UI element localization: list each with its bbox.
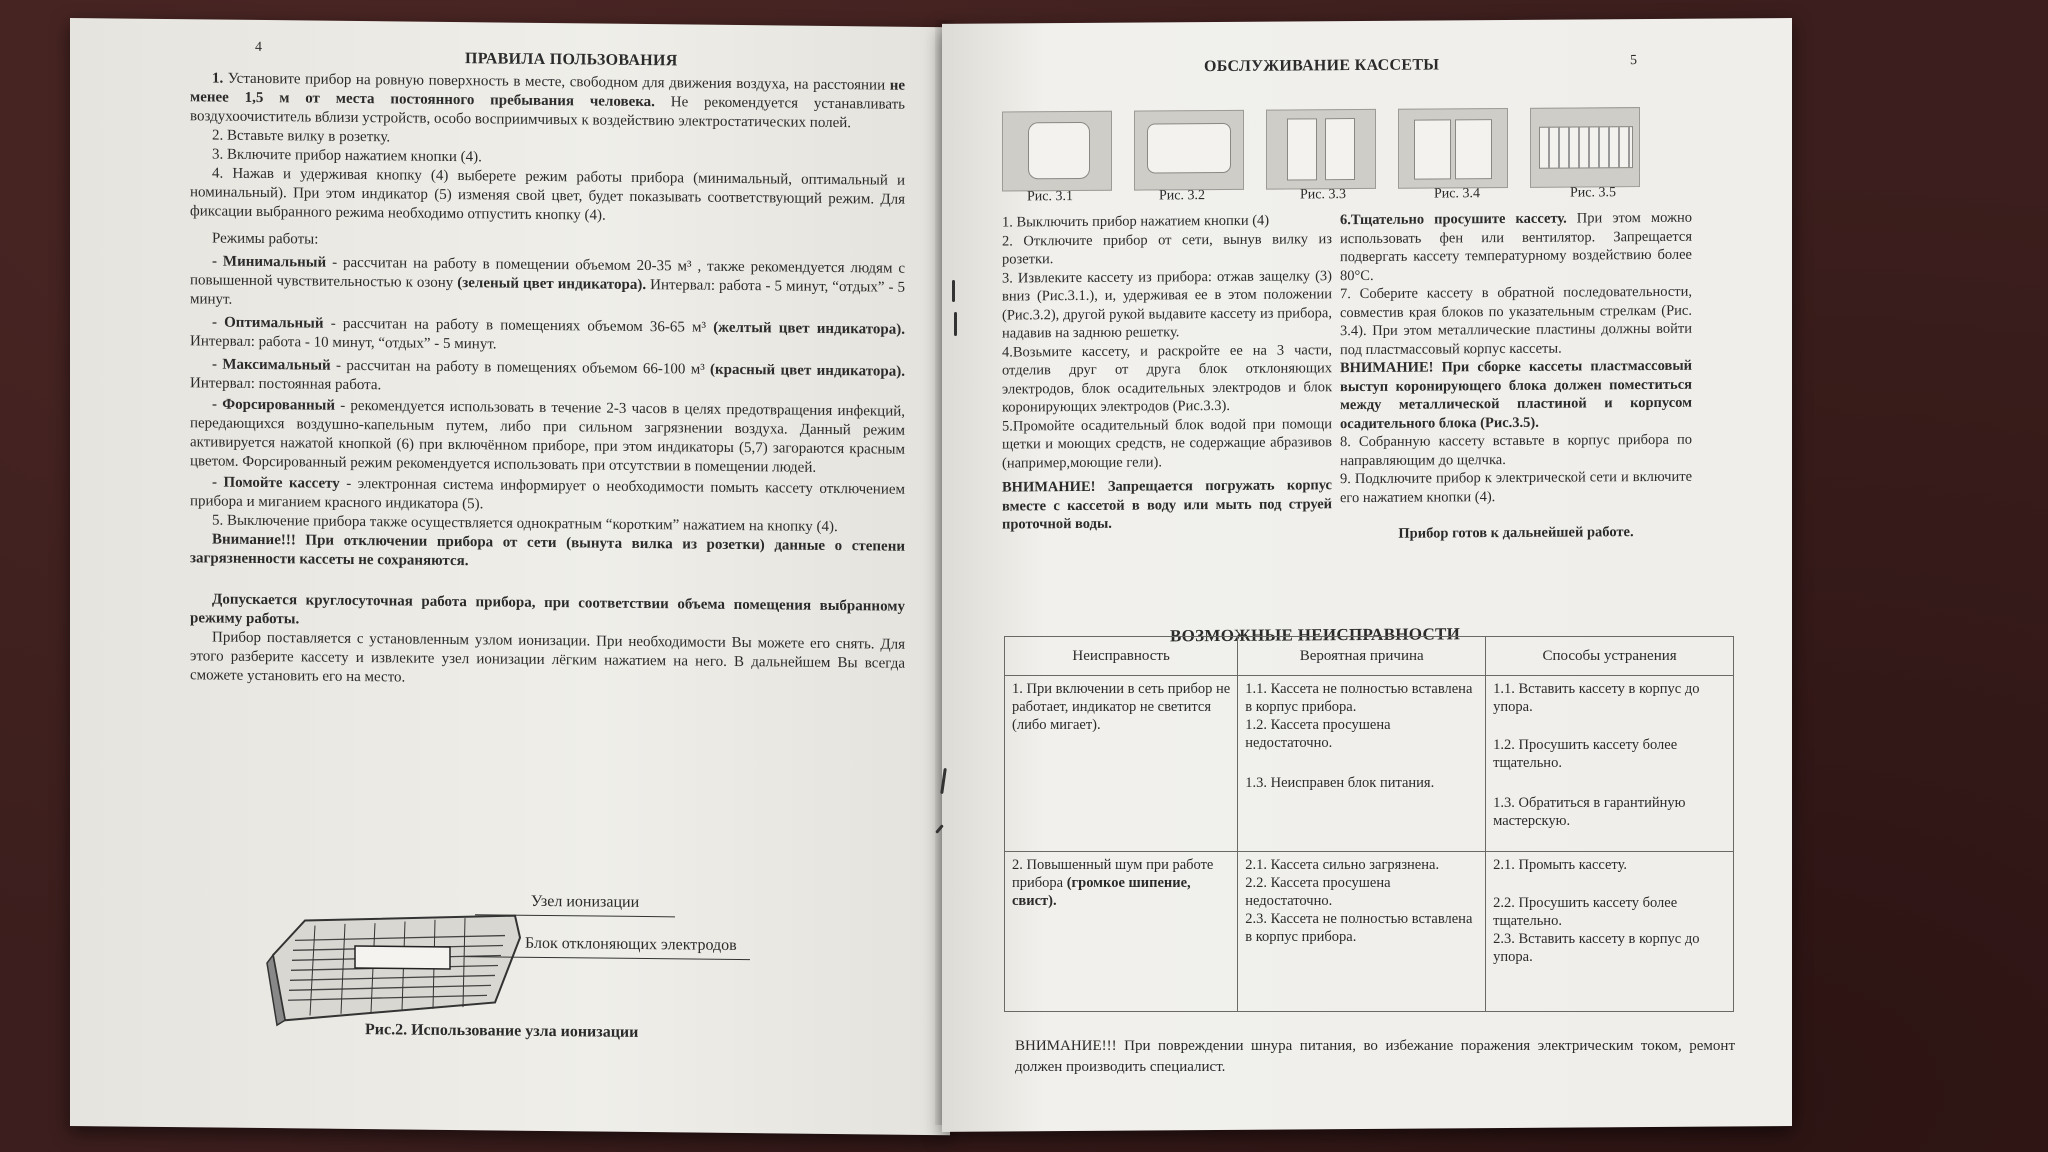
figure-3-4	[1398, 108, 1508, 189]
rule-5: 5. Выключение прибора также осуществляется однократным “коротким” нажатием на кнопку (4).	[212, 512, 838, 536]
ionization-unit-illustration	[265, 895, 525, 1033]
label-ionization-unit: Узел ионизации	[531, 892, 640, 911]
water-warning: ВНИМАНИЕ! Запрещается погружать корпус вместе с кассетой в воду или мыть под струей проточной воды.	[1002, 477, 1332, 533]
cause-cell: 2.1. Кассета сильно загрязнена. 2.2. Кассета просушена недостаточно. 2.3. Кассета не полностью вставлена в корпус прибора.	[1238, 852, 1486, 1012]
left-page-title: ПРАВИЛА ПОЛЬЗОВАНИЯ	[465, 50, 678, 70]
table-row	[1005, 852, 1734, 1012]
right-page-number: 5	[1630, 53, 1637, 69]
table-row	[1005, 676, 1734, 852]
ionization-note: Прибор поставляется с установленным узлом ионизации. При необходимости Вы можете его снять. Для этого разберите кассету и извлеките узел ионизации лёгким нажатием на него. В дальнейшем Вы всегда сможете установить его на место.	[190, 629, 905, 686]
header-fix: Способы устранения	[1486, 637, 1734, 676]
fault-cell: 2. Повышенный шум при работе прибора (громкое шипение, свист).	[1005, 852, 1238, 1012]
faults-table	[1004, 636, 1734, 1012]
usage-rules-text	[190, 69, 905, 692]
disconnect-warning: Внимание!!! При отключении прибора от сети (вынута вилка из розетки) данные о степени загрязненности кассеты не сохраняются.	[190, 531, 905, 570]
cause-cell: 1.1. Кассета не полностью вставлена в корпус прибора. 1.2. Кассета просушена недостаточно. 1.3. Неисправен блок питания.	[1238, 676, 1486, 852]
rule-4: 4. Нажав и удерживая кнопку (4) выберете режим работы прибора (минимальный, оптимальный и номинальный). При этом индикатор (5) изменяя свой цвет, будет показывать соответствующий режим. Для фиксации выбранного режима необходимо отпустить кнопку (4).	[190, 165, 905, 224]
step-6: 6.Тщательно просушите кассету. При этом можно использовать фен или вентилятор. Запрещается подвергать кассету температурному воздействию более 80°С.	[1340, 209, 1693, 284]
label-deflecting-electrodes: Блок отклоняющих электродов	[525, 934, 737, 954]
mode-wash: - Помойте кассету - электронная система информирует о необходимости помыть кассету отключением прибора и миганием красного индикатора (5).	[190, 474, 905, 513]
pen-mark	[954, 312, 957, 336]
left-page	[70, 18, 950, 1135]
fig-caption-3-4: Рис. 3.4	[1434, 186, 1480, 202]
mode-optimal: - Оптимальный - рассчитан на работу в помещениях объемом 36-65 м³ (желтый цвет индикатора). Интервал: работа - 10 минут, “отдых” - 5 минут.	[190, 314, 905, 353]
rule-2: 2. Вставьте вилку в розетку.	[212, 127, 391, 146]
fix-cell: 2.1. Промыть кассету. 2.2. Просушить кассету более тщательно. 2.3. Вставить кассету в корпус до упора.	[1486, 852, 1734, 1012]
left-page-number: 4	[255, 39, 262, 56]
fig-caption-3-3: Рис. 3.3	[1300, 187, 1346, 203]
fig2-caption: Рис.2. Использование узла ионизации	[365, 1021, 639, 1041]
fig-caption-3-5: Рис. 3.5	[1570, 185, 1616, 201]
assembly-warning: ВНИМАНИЕ! При сборке кассеты пластмассовый выступ коронирующего блока должен поместиться между металлической пластиной и корпусом осадительного блока (Рис.3.5).	[1340, 357, 1692, 432]
fig-caption-3-1: Рис. 3.1	[1027, 189, 1073, 205]
step-1: 1. Выключить прибор нажатием кнопки (4)	[1002, 212, 1270, 231]
pen-mark	[952, 280, 955, 302]
mode-forced: - Форсированный - рекомендуется использовать в течение 2-3 часов в целях предотвращения инфекций, передающихся воздушно-капельным путем, либо при сильном загрязнении воздуха. Данный режим активируется нажатой кнопкой (6) при включённом приборе, при этом индикаторы (5,7) загораются красным цветом. Форсированный режим рекомендуется использовать при отсутствии в помещении людей.	[190, 396, 906, 476]
ready-note: Прибор готов к дальнейшей работе.	[1398, 524, 1634, 542]
mode-maximal: - Максимальный - рассчитан на работу в помещениях объемом 66-100 м³ (красный цвет индикатора). Интервал: постоянная работа.	[190, 356, 905, 394]
mode-minimal: - Минимальный - рассчитан на работу в помещении объемом 20-35 м³ , также рекомендуется людям с повышенной чувствительностью к озону (зеленый цвет индикатора). Интервал: работа - 5 минут, “отдых” - 5 минут.	[190, 253, 906, 308]
step-7: 7. Соберите кассету в обратной последовательности, совместив края блоков по указательным стрелкам (Рис. 3.4). При этом металлические пластины должны войти под пластмассовый корпус кассеты.	[1340, 283, 1692, 358]
round-clock-note: Допускается круглосуточная работа прибора, при соответствии объема помещения выбранному режиму работы.	[190, 591, 905, 628]
step-4: 4.Возьмите кассету, и раскройте ее на 3 части, отделив друг от друга блок отклоняющих электродов, блок осадительных электродов и блок коронирующих электродов (Рис.3.3).	[1002, 341, 1332, 416]
faults-title: ВОЗМОЖНЫЕ НЕИСПРАВНОСТИ	[1170, 624, 1461, 646]
power-cord-warning: ВНИМАНИЕ!!! При повреждении шнура питания, во избежание поражения электрическим током, ремонт должен производить специалист.	[1015, 1038, 1735, 1075]
step-3: 3. Извлеките кассету из прибора: отжав защелку (3) вниз (Рис.3.1.), и, удерживая ее в этом положении (Рис.3.2), другой рукой выдавите кассету из прибора, надавив на заднюю решетку.	[1002, 267, 1332, 342]
maintenance-steps-left	[1002, 211, 1332, 534]
fault-cell: 1. При включении в сеть прибор не работает, индикатор не светится (либо мигает).	[1005, 676, 1238, 852]
figure-3-3	[1266, 109, 1376, 190]
table-header-row	[1005, 637, 1734, 676]
header-fault: Неисправность	[1005, 637, 1238, 676]
fix-cell: 1.1. Вставить кассету в корпус до упора. 1.2. Просушить кассету более тщательно. 1.3. Обратиться в гарантийную мастерскую.	[1486, 676, 1734, 852]
step-9: 9. Подключите прибор к электрической сети и включите его нажатием кнопки (4).	[1340, 468, 1692, 506]
figure-3-2	[1134, 110, 1244, 191]
figure-3-1	[1002, 111, 1112, 192]
figure-3-5	[1530, 107, 1640, 188]
fig-caption-3-2: Рис. 3.2	[1159, 188, 1205, 204]
modes-heading: Режимы работы:	[212, 230, 319, 248]
right-page-title: ОБСЛУЖИВАНИЕ КАССЕТЫ	[1204, 56, 1440, 76]
step-2: 2. Отключите прибор от сети, вынув вилку из розетки.	[1002, 230, 1332, 268]
rule-1: 1. Установите прибор на ровную поверхность в месте, свободном для движения воздуха, на расстоянии не менее 1,5 м от места постоянного пребывания человека. Не рекомендуется устанавливать воздухоочиститель вблизи устройств, особо восприимчивых к воздействию электростатических полей.	[190, 70, 906, 132]
rule-3: 3. Включите прибор нажатием кнопки (4).	[212, 146, 482, 166]
step-8: 8. Собранную кассету вставьте в корпус прибора по направляющим до щелчка.	[1340, 431, 1692, 469]
step-5: 5.Промойте осадительный блок водой при помощи щетки и моющих средств, не содержащие абразивов (например,моющие гели).	[1002, 415, 1332, 472]
header-cause: Вероятная причина	[1238, 637, 1486, 676]
maintenance-steps-right	[1340, 209, 1692, 544]
